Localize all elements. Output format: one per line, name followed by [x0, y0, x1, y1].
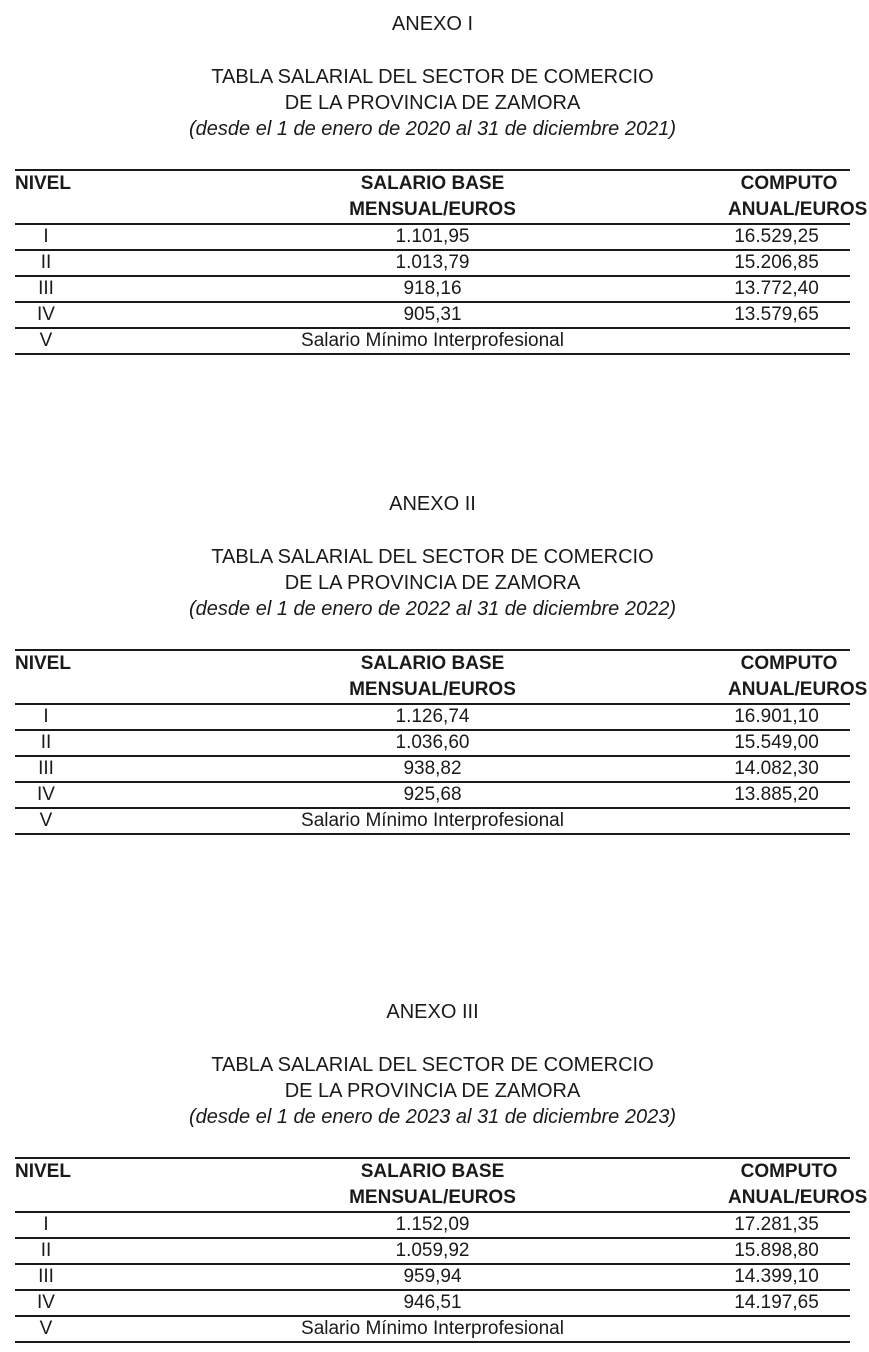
- table-row: [15, 250, 850, 276]
- table-row: [15, 730, 850, 756]
- column-header-salario-base: [77, 1158, 728, 1212]
- table-row-smi: [15, 808, 850, 834]
- anual-cell: 14.082,30: [734, 758, 819, 779]
- mensual-cell: 1.036,60: [395, 732, 470, 753]
- table-row: [15, 224, 850, 250]
- nivel-cell: V: [39, 1318, 53, 1339]
- table-row: [15, 302, 850, 328]
- mensual-cell: 1.013,79: [395, 252, 470, 273]
- table-row: [15, 276, 850, 302]
- mensual-cell: 1.152,09: [395, 1214, 470, 1235]
- mensual-euros-label: MENSUAL/EUROS: [349, 1187, 516, 1208]
- nivel-header-label: NIVEL: [15, 1161, 71, 1182]
- table-title-block: [15, 1052, 850, 1130]
- anual-euros-label: ANUAL/EUROS: [728, 1187, 868, 1208]
- section-anexo-2: [15, 492, 868, 835]
- table-row: [15, 1290, 850, 1316]
- salary-table: [15, 169, 868, 355]
- computo-label: COMPUTO: [740, 173, 838, 194]
- nivel-cell: II: [40, 732, 52, 753]
- smi-cell: Salario Mínimo Interprofesional: [301, 1318, 564, 1339]
- nivel-cell: IV: [37, 1292, 55, 1313]
- mensual-cell: 1.126,74: [395, 706, 470, 727]
- table-title-line2: DE LA PROVINCIA DE ZAMORA: [284, 1080, 581, 1102]
- table-title-block: [15, 64, 850, 142]
- table-title-line2: DE LA PROVINCIA DE ZAMORA: [284, 572, 581, 594]
- computo-label: COMPUTO: [740, 1161, 838, 1182]
- table-row: [15, 704, 850, 730]
- table-row-smi: [15, 328, 850, 354]
- anual-cell-empty: [728, 1316, 850, 1342]
- anual-cell: 15.898,80: [734, 1240, 819, 1261]
- nivel-cell: V: [39, 810, 53, 831]
- nivel-cell: III: [38, 1266, 54, 1287]
- smi-cell: Salario Mínimo Interprofesional: [301, 810, 564, 831]
- mensual-cell: 1.101,95: [395, 226, 470, 247]
- mensual-cell: 938,82: [403, 758, 462, 779]
- header-row: [15, 650, 850, 704]
- nivel-cell: IV: [37, 304, 55, 325]
- table-row: [15, 1238, 850, 1264]
- table-row: [15, 756, 850, 782]
- anexo-heading: ANEXO I: [391, 13, 474, 35]
- mensual-cell: 946,51: [403, 1292, 462, 1313]
- anual-euros-label: ANUAL/EUROS: [728, 199, 868, 220]
- anual-cell: 16.901,10: [734, 706, 819, 727]
- table-title-line2: DE LA PROVINCIA DE ZAMORA: [284, 92, 581, 114]
- column-header-salario-base: [77, 650, 728, 704]
- column-header-computo: [728, 1158, 868, 1212]
- salario-base-label: SALARIO BASE: [360, 1161, 505, 1182]
- nivel-header-label: NIVEL: [15, 653, 71, 674]
- computo-label: COMPUTO: [740, 653, 838, 674]
- anual-cell: 15.549,00: [734, 732, 819, 753]
- header-row: [15, 170, 850, 224]
- mensual-cell: 959,94: [403, 1266, 462, 1287]
- period-note: (desde el 1 de enero de 2020 al 31 de diciembre 2021): [188, 118, 676, 140]
- anual-cell: 13.579,65: [734, 304, 819, 325]
- anual-cell: 17.281,35: [734, 1214, 819, 1235]
- anual-euros-label: ANUAL/EUROS: [728, 679, 868, 700]
- anual-cell: 13.885,20: [734, 784, 819, 805]
- anexo-heading: ANEXO III: [386, 1001, 479, 1023]
- nivel-cell: III: [38, 278, 54, 299]
- mensual-cell: 918,16: [403, 278, 462, 299]
- table-title-line1: TABLA SALARIAL DEL SECTOR DE COMERCIO: [211, 546, 654, 568]
- nivel-cell: IV: [37, 784, 55, 805]
- section-anexo-3: [15, 1000, 868, 1343]
- table-row: [15, 1212, 850, 1238]
- table-row: [15, 1264, 850, 1290]
- mensual-cell: 905,31: [403, 304, 462, 325]
- column-header-salario-base: [77, 170, 728, 224]
- anual-cell-empty: [728, 328, 850, 354]
- anual-cell: 14.399,10: [734, 1266, 819, 1287]
- anexo-heading: ANEXO II: [389, 493, 476, 515]
- nivel-cell: V: [39, 330, 53, 351]
- column-header-nivel: [15, 650, 77, 704]
- mensual-euros-label: MENSUAL/EUROS: [349, 199, 516, 220]
- period-note: (desde el 1 de enero de 2023 al 31 de diciembre 2023): [188, 1106, 676, 1128]
- salario-base-label: SALARIO BASE: [360, 653, 505, 674]
- mensual-cell: 1.059,92: [395, 1240, 470, 1261]
- mensual-euros-label: MENSUAL/EUROS: [349, 679, 516, 700]
- anual-cell: 14.197,65: [734, 1292, 819, 1313]
- salary-table: [15, 1157, 868, 1343]
- nivel-cell: III: [38, 758, 54, 779]
- nivel-cell: I: [43, 226, 49, 247]
- column-header-computo: [728, 650, 868, 704]
- nivel-cell: I: [43, 1214, 49, 1235]
- column-header-nivel: [15, 170, 77, 224]
- salario-base-label: SALARIO BASE: [360, 173, 505, 194]
- section-anexo-1: [15, 12, 868, 355]
- column-header-computo: [728, 170, 868, 224]
- anual-cell: 16.529,25: [734, 226, 819, 247]
- header-row: [15, 1158, 850, 1212]
- anual-cell: 15.206,85: [734, 252, 819, 273]
- period-note: (desde el 1 de enero de 2022 al 31 de diciembre 2022): [188, 598, 676, 620]
- anual-cell-empty: [728, 808, 850, 834]
- smi-cell: Salario Mínimo Interprofesional: [301, 330, 564, 351]
- table-title-line1: TABLA SALARIAL DEL SECTOR DE COMERCIO: [211, 1054, 654, 1076]
- anual-cell: 13.772,40: [734, 278, 819, 299]
- table-title-line1: TABLA SALARIAL DEL SECTOR DE COMERCIO: [211, 66, 654, 88]
- table-row: [15, 782, 850, 808]
- nivel-cell: I: [43, 706, 49, 727]
- salary-table: [15, 649, 868, 835]
- table-row-smi: [15, 1316, 850, 1342]
- nivel-cell: II: [40, 1240, 52, 1261]
- mensual-cell: 925,68: [403, 784, 462, 805]
- nivel-cell: II: [40, 252, 52, 273]
- column-header-nivel: [15, 1158, 77, 1212]
- nivel-header-label: NIVEL: [15, 173, 71, 194]
- table-title-block: [15, 544, 850, 622]
